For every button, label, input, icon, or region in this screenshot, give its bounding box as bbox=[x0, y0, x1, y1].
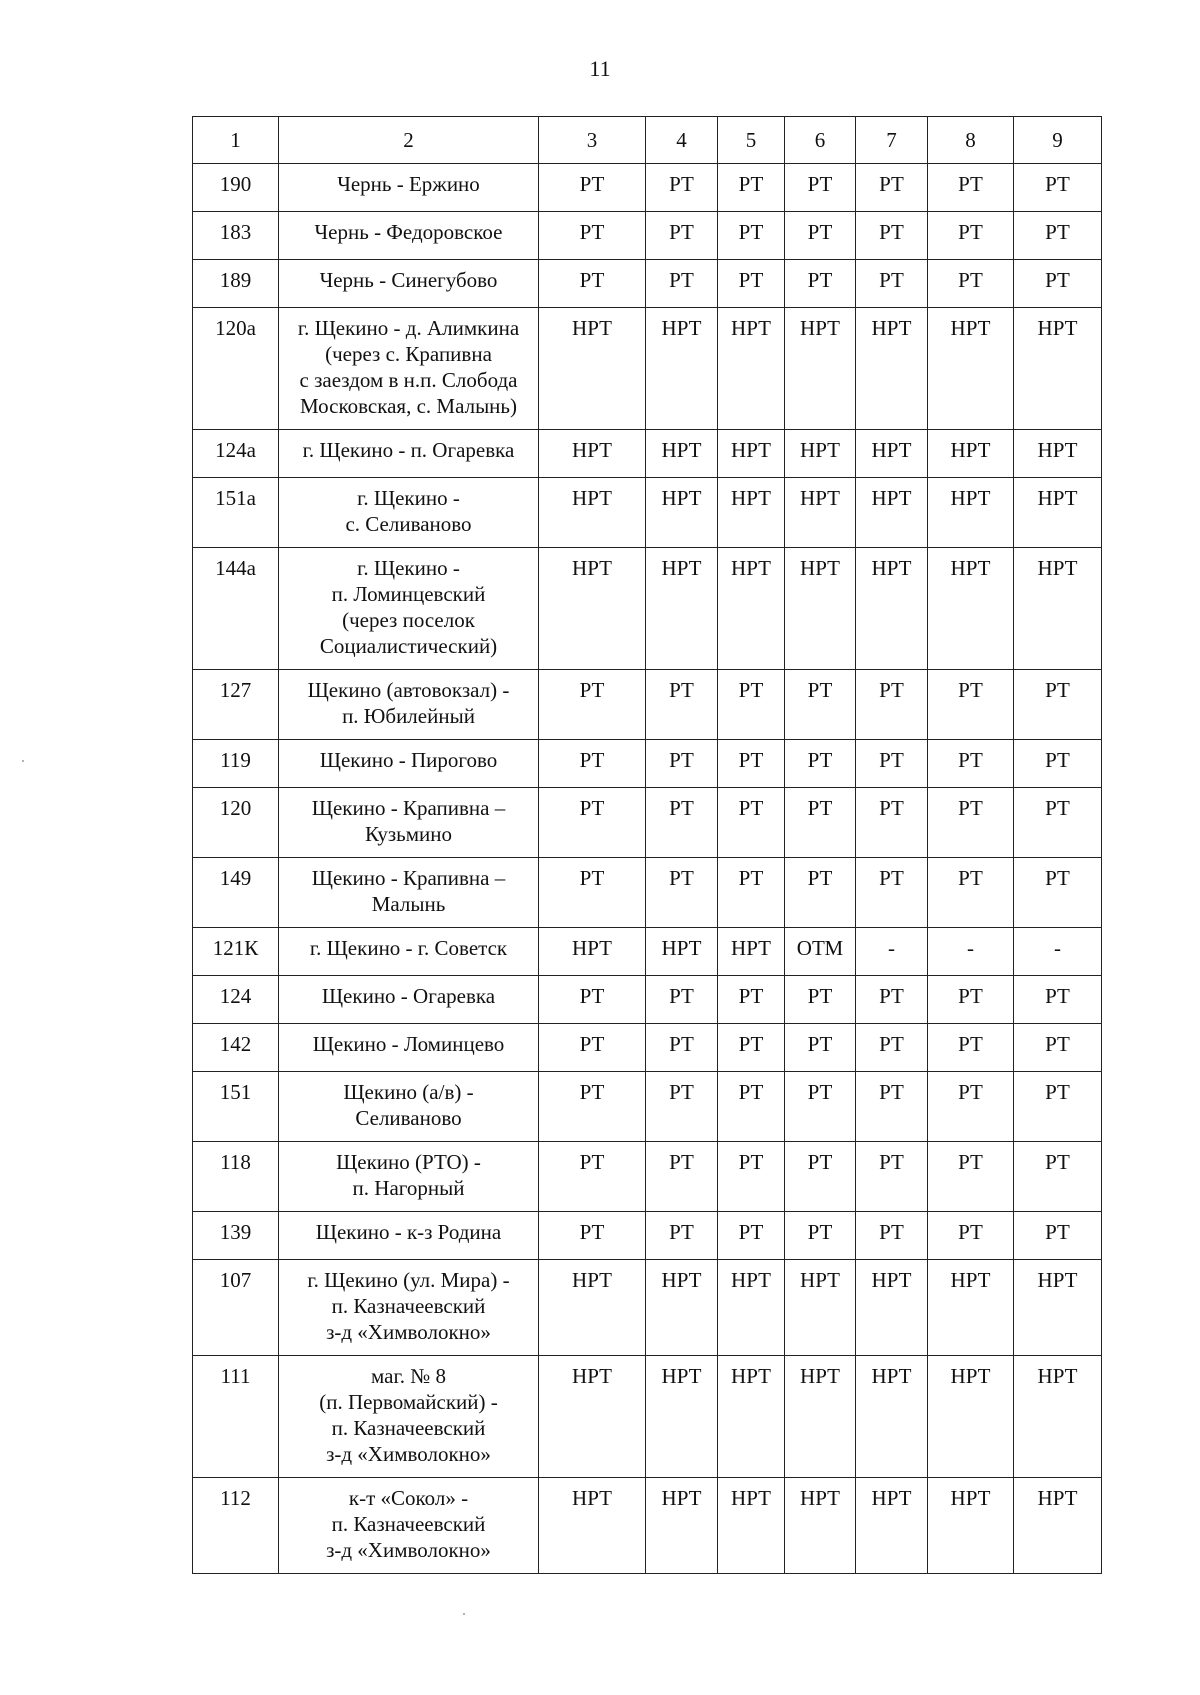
route-status-cell: РТ bbox=[718, 858, 785, 928]
route-status-cell: РТ bbox=[539, 670, 646, 740]
route-status-cell: НРТ bbox=[539, 548, 646, 670]
route-status-cell: НРТ bbox=[928, 430, 1014, 478]
route-status-cell: РТ bbox=[539, 1142, 646, 1212]
route-status-cell: НРТ bbox=[539, 1260, 646, 1356]
route-status-cell: РТ bbox=[928, 212, 1014, 260]
route-number: 142 bbox=[193, 1024, 279, 1072]
route-status-cell: НРТ bbox=[856, 548, 928, 670]
route-status-cell: РТ bbox=[718, 976, 785, 1024]
route-status-cell: РТ bbox=[785, 1072, 856, 1142]
route-status-cell: НРТ bbox=[718, 1260, 785, 1356]
route-status-cell: РТ bbox=[1014, 740, 1102, 788]
route-number: 120а bbox=[193, 308, 279, 430]
route-status-cell: НРТ bbox=[646, 928, 718, 976]
route-name: г. Щекино - с. Селиваново bbox=[279, 478, 539, 548]
table-row bbox=[193, 430, 1102, 478]
route-status-cell: НРТ bbox=[856, 430, 928, 478]
page-number: 11 bbox=[589, 56, 611, 81]
route-status-cell: РТ bbox=[928, 1024, 1014, 1072]
route-status-cell: - bbox=[856, 928, 928, 976]
routes-table-body bbox=[193, 117, 1102, 1574]
route-status-cell: РТ bbox=[646, 1142, 718, 1212]
table-row bbox=[193, 1024, 1102, 1072]
route-status-cell: РТ bbox=[646, 1212, 718, 1260]
route-status-cell: РТ bbox=[785, 858, 856, 928]
route-status-cell: НРТ bbox=[785, 478, 856, 548]
route-status-cell: РТ bbox=[856, 1142, 928, 1212]
route-status-cell: РТ bbox=[785, 740, 856, 788]
route-status-cell: РТ bbox=[539, 740, 646, 788]
route-number: 111 bbox=[193, 1356, 279, 1478]
route-number: 112 bbox=[193, 1478, 279, 1574]
route-name: Щекино - к-з Родина bbox=[279, 1212, 539, 1260]
route-name: к-т «Сокол» - п. Казначеевский з-д «Химволокно» bbox=[279, 1478, 539, 1574]
route-status-cell: РТ bbox=[785, 670, 856, 740]
column-header: 7 bbox=[856, 117, 928, 164]
route-status-cell: НРТ bbox=[785, 548, 856, 670]
route-status-cell: НРТ bbox=[718, 308, 785, 430]
route-status-cell: РТ bbox=[928, 260, 1014, 308]
table-row bbox=[193, 1478, 1102, 1574]
route-name: г. Щекино - д. Алимкина (через с. Крапивна с заездом в н.п. Слобода Московская, с. Малынь) bbox=[279, 308, 539, 430]
table-row bbox=[193, 1212, 1102, 1260]
route-status-cell: РТ bbox=[718, 164, 785, 212]
route-status-cell: РТ bbox=[928, 976, 1014, 1024]
route-name: г. Щекино (ул. Мира) - п. Казначеевский з-д «Химволокно» bbox=[279, 1260, 539, 1356]
route-status-cell: НРТ bbox=[785, 1356, 856, 1478]
route-number: 149 bbox=[193, 858, 279, 928]
route-status-cell: НРТ bbox=[539, 430, 646, 478]
route-number: 144а bbox=[193, 548, 279, 670]
route-status-cell: РТ bbox=[539, 1212, 646, 1260]
table-row bbox=[193, 1356, 1102, 1478]
route-status-cell: РТ bbox=[928, 1142, 1014, 1212]
route-status-cell: НРТ bbox=[1014, 308, 1102, 430]
route-number: 190 bbox=[193, 164, 279, 212]
route-status-cell: РТ bbox=[718, 740, 785, 788]
route-status-cell: НРТ bbox=[1014, 430, 1102, 478]
scan-speck bbox=[22, 760, 24, 762]
route-status-cell: НРТ bbox=[646, 548, 718, 670]
route-name: г. Щекино - п. Огаревка bbox=[279, 430, 539, 478]
route-status-cell: РТ bbox=[718, 1212, 785, 1260]
route-status-cell: РТ bbox=[718, 788, 785, 858]
route-status-cell: РТ bbox=[646, 976, 718, 1024]
route-name: Чернь - Ержино bbox=[279, 164, 539, 212]
column-header: 9 bbox=[1014, 117, 1102, 164]
route-name: Щекино (а/в) - Селиваново bbox=[279, 1072, 539, 1142]
route-status-cell: РТ bbox=[928, 858, 1014, 928]
route-status-cell: РТ bbox=[928, 164, 1014, 212]
route-status-cell: НРТ bbox=[928, 548, 1014, 670]
scan-speck bbox=[463, 1613, 465, 1615]
route-number: 118 bbox=[193, 1142, 279, 1212]
route-status-cell: НРТ bbox=[539, 1356, 646, 1478]
route-status-cell: НРТ bbox=[856, 1260, 928, 1356]
route-status-cell: РТ bbox=[1014, 1024, 1102, 1072]
route-number: 124а bbox=[193, 430, 279, 478]
route-status-cell: РТ bbox=[1014, 858, 1102, 928]
table-row bbox=[193, 1072, 1102, 1142]
route-status-cell: РТ bbox=[646, 1072, 718, 1142]
route-status-cell: РТ bbox=[646, 164, 718, 212]
route-status-cell: НРТ bbox=[1014, 548, 1102, 670]
route-status-cell: РТ bbox=[646, 260, 718, 308]
route-status-cell: РТ bbox=[1014, 788, 1102, 858]
route-status-cell: РТ bbox=[785, 1024, 856, 1072]
route-status-cell: НРТ bbox=[539, 1478, 646, 1574]
route-status-cell: РТ bbox=[856, 740, 928, 788]
route-status-cell: НРТ bbox=[928, 478, 1014, 548]
route-status-cell: НРТ bbox=[928, 1260, 1014, 1356]
route-status-cell: НРТ bbox=[718, 478, 785, 548]
route-name: Щекино (автовокзал) - п. Юбилейный bbox=[279, 670, 539, 740]
route-name: Чернь - Синегубово bbox=[279, 260, 539, 308]
route-status-cell: РТ bbox=[646, 740, 718, 788]
route-status-cell: РТ bbox=[539, 1072, 646, 1142]
route-status-cell: НРТ bbox=[646, 308, 718, 430]
route-status-cell: НРТ bbox=[856, 1356, 928, 1478]
column-header: 2 bbox=[279, 117, 539, 164]
route-status-cell: НРТ bbox=[539, 478, 646, 548]
column-header: 1 bbox=[193, 117, 279, 164]
route-name: Чернь - Федоровское bbox=[279, 212, 539, 260]
routes-table bbox=[192, 116, 1102, 1574]
route-number: 127 bbox=[193, 670, 279, 740]
column-header: 5 bbox=[718, 117, 785, 164]
route-status-cell: РТ bbox=[856, 858, 928, 928]
route-status-cell: РТ bbox=[539, 164, 646, 212]
column-header: 4 bbox=[646, 117, 718, 164]
table-row bbox=[193, 1260, 1102, 1356]
route-status-cell: РТ bbox=[1014, 670, 1102, 740]
route-status-cell: РТ bbox=[928, 788, 1014, 858]
route-status-cell: РТ bbox=[718, 212, 785, 260]
route-status-cell: РТ bbox=[718, 260, 785, 308]
route-status-cell: РТ bbox=[856, 212, 928, 260]
route-name: Щекино - Крапивна – Кузьмино bbox=[279, 788, 539, 858]
table-row bbox=[193, 740, 1102, 788]
route-status-cell: РТ bbox=[1014, 164, 1102, 212]
route-status-cell: РТ bbox=[856, 1024, 928, 1072]
route-status-cell: РТ bbox=[646, 858, 718, 928]
route-name: Щекино (РТО) - п. Нагорный bbox=[279, 1142, 539, 1212]
route-status-cell: РТ bbox=[785, 260, 856, 308]
route-status-cell: РТ bbox=[539, 858, 646, 928]
table-row bbox=[193, 858, 1102, 928]
route-status-cell: НРТ bbox=[785, 430, 856, 478]
route-status-cell: ОТМ bbox=[785, 928, 856, 976]
route-status-cell: НРТ bbox=[856, 478, 928, 548]
route-status-cell: РТ bbox=[928, 1072, 1014, 1142]
route-status-cell: НРТ bbox=[646, 1356, 718, 1478]
route-status-cell: РТ bbox=[928, 740, 1014, 788]
column-header: 8 bbox=[928, 117, 1014, 164]
route-status-cell: РТ bbox=[646, 212, 718, 260]
route-status-cell: РТ bbox=[856, 788, 928, 858]
route-status-cell: НРТ bbox=[539, 928, 646, 976]
table-row bbox=[193, 164, 1102, 212]
table-header-row bbox=[193, 117, 1102, 164]
route-status-cell: НРТ bbox=[718, 430, 785, 478]
route-status-cell: НРТ bbox=[646, 1478, 718, 1574]
route-name: маг. № 8 (п. Первомайский) - п. Казначеевский з-д «Химволокно» bbox=[279, 1356, 539, 1478]
route-status-cell: РТ bbox=[785, 1212, 856, 1260]
route-status-cell: РТ bbox=[1014, 1072, 1102, 1142]
route-status-cell: РТ bbox=[785, 164, 856, 212]
route-status-cell: РТ bbox=[856, 670, 928, 740]
route-status-cell: РТ bbox=[928, 670, 1014, 740]
route-name: Щекино - Ломинцево bbox=[279, 1024, 539, 1072]
route-status-cell: НРТ bbox=[646, 430, 718, 478]
route-status-cell: НРТ bbox=[928, 1356, 1014, 1478]
route-status-cell: РТ bbox=[1014, 1212, 1102, 1260]
route-status-cell: РТ bbox=[856, 1212, 928, 1260]
route-status-cell: НРТ bbox=[856, 308, 928, 430]
route-status-cell: РТ bbox=[539, 1024, 646, 1072]
route-status-cell: РТ bbox=[718, 1024, 785, 1072]
route-number: 151а bbox=[193, 478, 279, 548]
route-status-cell: РТ bbox=[1014, 1142, 1102, 1212]
route-status-cell: РТ bbox=[856, 1072, 928, 1142]
route-status-cell: РТ bbox=[785, 1142, 856, 1212]
route-status-cell: РТ bbox=[1014, 976, 1102, 1024]
route-status-cell: РТ bbox=[646, 788, 718, 858]
route-status-cell: РТ bbox=[539, 212, 646, 260]
route-status-cell: РТ bbox=[856, 164, 928, 212]
route-number: 124 bbox=[193, 976, 279, 1024]
table-row bbox=[193, 260, 1102, 308]
route-status-cell: РТ bbox=[646, 1024, 718, 1072]
route-status-cell: - bbox=[1014, 928, 1102, 976]
table-row bbox=[193, 928, 1102, 976]
route-status-cell: РТ bbox=[539, 788, 646, 858]
route-status-cell: РТ bbox=[928, 1212, 1014, 1260]
route-status-cell: НРТ bbox=[539, 308, 646, 430]
route-status-cell: НРТ bbox=[646, 1260, 718, 1356]
route-status-cell: РТ bbox=[785, 788, 856, 858]
table-row bbox=[193, 976, 1102, 1024]
route-status-cell: НРТ bbox=[928, 308, 1014, 430]
route-number: 183 bbox=[193, 212, 279, 260]
route-status-cell: РТ bbox=[539, 976, 646, 1024]
route-status-cell: - bbox=[928, 928, 1014, 976]
route-status-cell: НРТ bbox=[1014, 478, 1102, 548]
route-status-cell: РТ bbox=[785, 212, 856, 260]
route-status-cell: НРТ bbox=[785, 1478, 856, 1574]
route-number: 121К bbox=[193, 928, 279, 976]
route-status-cell: НРТ bbox=[718, 928, 785, 976]
table-row bbox=[193, 212, 1102, 260]
route-status-cell: РТ bbox=[646, 670, 718, 740]
route-status-cell: РТ bbox=[856, 260, 928, 308]
route-number: 139 bbox=[193, 1212, 279, 1260]
table-row bbox=[193, 788, 1102, 858]
route-status-cell: РТ bbox=[1014, 212, 1102, 260]
route-number: 189 bbox=[193, 260, 279, 308]
route-status-cell: РТ bbox=[856, 976, 928, 1024]
table-row bbox=[193, 670, 1102, 740]
route-number: 120 bbox=[193, 788, 279, 858]
route-status-cell: НРТ bbox=[646, 478, 718, 548]
route-status-cell: НРТ bbox=[928, 1478, 1014, 1574]
column-header: 3 bbox=[539, 117, 646, 164]
route-status-cell: РТ bbox=[718, 1072, 785, 1142]
route-name: г. Щекино - п. Ломинцевский (через поселок Социалистический) bbox=[279, 548, 539, 670]
column-header: 6 bbox=[785, 117, 856, 164]
route-status-cell: НРТ bbox=[718, 1356, 785, 1478]
route-status-cell: РТ bbox=[785, 976, 856, 1024]
route-status-cell: НРТ bbox=[718, 1478, 785, 1574]
route-status-cell: РТ bbox=[718, 670, 785, 740]
table-row bbox=[193, 308, 1102, 430]
table-row bbox=[193, 548, 1102, 670]
route-status-cell: РТ bbox=[1014, 260, 1102, 308]
route-number: 119 bbox=[193, 740, 279, 788]
route-status-cell: НРТ bbox=[718, 548, 785, 670]
route-status-cell: НРТ bbox=[1014, 1478, 1102, 1574]
route-number: 107 bbox=[193, 1260, 279, 1356]
route-number: 151 bbox=[193, 1072, 279, 1142]
route-status-cell: НРТ bbox=[1014, 1260, 1102, 1356]
route-status-cell: НРТ bbox=[785, 308, 856, 430]
route-name: Щекино - Огаревка bbox=[279, 976, 539, 1024]
route-status-cell: НРТ bbox=[1014, 1356, 1102, 1478]
table-row bbox=[193, 1142, 1102, 1212]
route-name: Щекино - Крапивна – Малынь bbox=[279, 858, 539, 928]
route-status-cell: НРТ bbox=[785, 1260, 856, 1356]
table-row bbox=[193, 478, 1102, 548]
route-name: г. Щекино - г. Советск bbox=[279, 928, 539, 976]
route-name: Щекино - Пирогово bbox=[279, 740, 539, 788]
route-status-cell: НРТ bbox=[856, 1478, 928, 1574]
route-status-cell: РТ bbox=[718, 1142, 785, 1212]
route-status-cell: РТ bbox=[539, 260, 646, 308]
